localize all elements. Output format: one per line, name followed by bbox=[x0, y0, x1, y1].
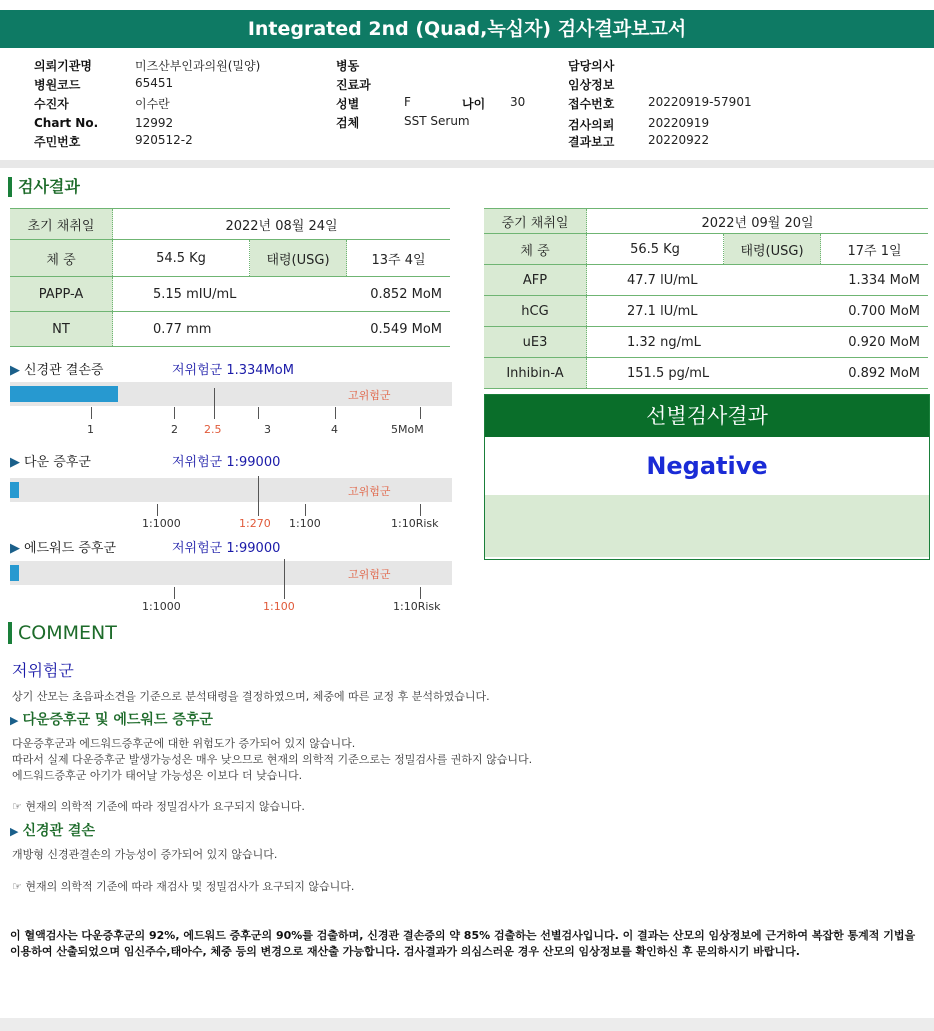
table-cell: 태령(USG) bbox=[724, 234, 821, 265]
info-label: 주민번호 bbox=[34, 135, 81, 149]
risk-bar-ntd bbox=[10, 382, 452, 406]
disclaimer: 이 혈액검사는 다운증후군의 92%, 에드워드 증후군의 90%를 검출하며, 신경관 결손증의 약 85% 검출하는 선별검사입니다. 이 결과는 산모의 임상정보에 근거하여 복잡한 통계적 기법을 이용하여 산출되었으며 임신주수,태아수, 체중 등의 변경으로 재산출 가능합니다. 검사결과가 의심스러운 경우 산모의 임상정보를 확인하신 후 문의하시기 바랍니다. bbox=[10, 929, 916, 958]
info-value: 20220922 bbox=[648, 133, 710, 147]
table-row bbox=[10, 277, 450, 312]
table-row bbox=[10, 209, 450, 240]
comment-subheading bbox=[10, 709, 213, 729]
screening-result-title: 선별검사결과 bbox=[485, 395, 929, 437]
tick-label-cutoff: 1:100 bbox=[263, 600, 295, 613]
table-cell: 0.892 MoM bbox=[821, 358, 929, 389]
tick-label: 2 bbox=[171, 423, 178, 436]
table-cell: 체 중 bbox=[484, 234, 587, 265]
tick-label: 1:10Risk bbox=[391, 517, 439, 530]
tick-label: 5MoM bbox=[391, 423, 424, 436]
risk-name: 신경관 결손증 bbox=[24, 363, 104, 378]
info-value: 65451 bbox=[135, 76, 174, 90]
arrow-icon: ▶ bbox=[10, 825, 19, 838]
screening-result-value: Negative bbox=[485, 437, 929, 495]
table-cell: hCG bbox=[484, 296, 587, 327]
table-cell: 1.32 ng/mL bbox=[587, 327, 821, 358]
comment-line: 다운증후군과 에드워드증후군에 대한 위험도가 증가되어 있지 않습니다. bbox=[12, 737, 356, 750]
tick bbox=[91, 407, 92, 419]
table-cell: 초기 채취일 bbox=[10, 209, 113, 240]
tick bbox=[420, 504, 421, 516]
section-title-results: 검사결과 bbox=[8, 177, 80, 197]
risk-label-down bbox=[10, 451, 91, 470]
high-risk-label: 고위험군 bbox=[348, 568, 391, 581]
info-label: 담당의사 bbox=[568, 59, 615, 73]
risk-bar-fill bbox=[10, 482, 19, 498]
arrow-icon: ▶ bbox=[10, 714, 19, 727]
table-cell: 5.15 mIU/mL bbox=[113, 277, 347, 312]
table-cell: 2022년 09월 20일 bbox=[587, 209, 929, 234]
arrow-icon: ▶ bbox=[10, 363, 20, 378]
comment-line: 에드워드증후군 아기가 태어날 가능성은 이보다 더 낮습니다. bbox=[12, 769, 303, 782]
info-label: 수진자 bbox=[34, 97, 69, 111]
table-cell: 27.1 lU/mL bbox=[587, 296, 821, 327]
info-label: 성별 bbox=[336, 97, 360, 111]
tick bbox=[420, 587, 421, 599]
tick-label: 1:10Risk bbox=[393, 600, 441, 613]
tick-label: 1:1000 bbox=[142, 600, 181, 613]
info-label: 진료과 bbox=[336, 78, 371, 92]
table-cell: 중기 채취일 bbox=[484, 209, 587, 234]
table-row bbox=[10, 240, 450, 277]
tick-label: 4 bbox=[331, 423, 338, 436]
comment-title: COMMENT bbox=[8, 622, 117, 644]
risk-result-ntd: 저위험군 1.334MoM bbox=[172, 363, 294, 378]
table-cell: 54.5 Kg bbox=[113, 240, 250, 277]
tick bbox=[258, 407, 259, 419]
info-label: 병원코드 bbox=[34, 78, 81, 92]
table-cell: 0.700 MoM bbox=[821, 296, 929, 327]
comment-note: ☞ 현재의 의학적 기준에 따라 정밀검사가 요구되지 않습니다. bbox=[12, 800, 305, 813]
comment-note: ☞ 현재의 의학적 기준에 따라 재검사 및 정밀검사가 요구되지 않습니다. bbox=[12, 880, 355, 893]
report-title: Integrated 2nd (Quad,녹십자) 검사결과보고서 bbox=[0, 10, 934, 48]
info-label: Chart No. bbox=[34, 116, 99, 130]
table-row bbox=[484, 234, 928, 265]
risk-bar-down bbox=[10, 478, 452, 502]
table-cell: 0.77 mm bbox=[113, 312, 347, 347]
info-label: 결과보고 bbox=[568, 135, 615, 149]
tick bbox=[174, 587, 175, 599]
info-label: 임상정보 bbox=[568, 78, 615, 92]
comment-line: 상기 산모는 초음파소견을 기준으로 분석태령을 결정하였으며, 체중에 따른 교정 후 분석하였습니다. bbox=[12, 690, 490, 703]
comment-subheading bbox=[10, 820, 95, 840]
screening-result-footer bbox=[485, 495, 929, 557]
table-cell: 0.920 MoM bbox=[821, 327, 929, 358]
comment-heading: 저위험군 bbox=[12, 661, 74, 680]
table-cell: uE3 bbox=[484, 327, 587, 358]
info-value: 20220919-57901 bbox=[648, 95, 752, 109]
info-value: 12992 bbox=[135, 116, 174, 130]
table-row bbox=[484, 265, 928, 296]
mid-results-table bbox=[484, 208, 928, 389]
info-label: 의뢰기관명 bbox=[34, 59, 92, 73]
table-row bbox=[484, 358, 928, 389]
table-cell: 56.5 Kg bbox=[587, 234, 724, 265]
arrow-icon: ▶ bbox=[10, 541, 20, 556]
tick-label: 1:100 bbox=[289, 517, 321, 530]
table-cell: 1.334 MoM bbox=[821, 265, 929, 296]
arrow-icon: ▶ bbox=[10, 455, 20, 470]
info-label: 검체 bbox=[336, 116, 360, 130]
tick bbox=[420, 407, 421, 419]
table-cell: 13주 4일 bbox=[347, 240, 451, 277]
tick bbox=[335, 407, 336, 419]
table-row bbox=[484, 327, 928, 358]
tick bbox=[258, 476, 259, 516]
info-label: 접수번호 bbox=[568, 97, 615, 111]
info-value: 920512-2 bbox=[135, 133, 193, 147]
info-value: F bbox=[404, 95, 411, 109]
info-row bbox=[34, 57, 92, 74]
comment-line: 개방형 신경관결손의 가능성이 증가되어 있지 않습니다. bbox=[12, 848, 278, 861]
info-value: 20220919 bbox=[648, 116, 710, 130]
tick-label-cutoff: 2.5 bbox=[204, 423, 222, 436]
info-label: 검사의뢰 bbox=[568, 118, 615, 132]
risk-result-edwards: 저위험군 1:99000 bbox=[172, 541, 281, 556]
table-row bbox=[484, 296, 928, 327]
tick-label: 1:1000 bbox=[142, 517, 181, 530]
tick bbox=[214, 388, 215, 419]
table-cell: 태령(USG) bbox=[250, 240, 347, 277]
tick bbox=[284, 559, 285, 599]
footer-band bbox=[0, 1018, 934, 1031]
high-risk-label: 고위험군 bbox=[348, 389, 391, 402]
risk-bar-fill bbox=[10, 386, 118, 402]
tick-label-cutoff: 1:270 bbox=[239, 517, 271, 530]
table-cell: Inhibin-A bbox=[484, 358, 587, 389]
table-cell: 0.852 MoM bbox=[347, 277, 451, 312]
table-row bbox=[10, 312, 450, 347]
tick-label: 1 bbox=[87, 423, 94, 436]
screening-result-box bbox=[484, 394, 930, 560]
table-cell: 0.549 MoM bbox=[347, 312, 451, 347]
info-value: 이수란 bbox=[135, 97, 170, 111]
comment-line: 따라서 실제 다운증후군 발생가능성은 매우 낮으므로 현재의 의학적 기준으로는 정밀검사를 권하지 않습니다. bbox=[12, 753, 533, 766]
table-cell: 47.7 lU/mL bbox=[587, 265, 821, 296]
info-value: 미즈산부인과의원(밀양) bbox=[135, 59, 261, 73]
risk-bar-edwards bbox=[10, 561, 452, 585]
info-value: SST Serum bbox=[404, 114, 470, 128]
info-label: 나이 bbox=[462, 97, 486, 111]
info-label: 병동 bbox=[336, 59, 360, 73]
tick bbox=[305, 504, 306, 516]
risk-result-down: 저위험군 1:99000 bbox=[172, 455, 281, 470]
table-row bbox=[484, 209, 928, 234]
divider bbox=[0, 160, 934, 168]
table-cell: 17주 1일 bbox=[821, 234, 929, 265]
table-cell: AFP bbox=[484, 265, 587, 296]
info-value: 30 bbox=[510, 95, 526, 109]
tick-label: 3 bbox=[264, 423, 271, 436]
comment-subheading-text: 다운증후군 및 에드워드 증후군 bbox=[22, 712, 213, 728]
risk-name: 다운 증후군 bbox=[24, 455, 91, 470]
high-risk-label: 고위험군 bbox=[348, 485, 391, 498]
risk-name: 에드워드 증후군 bbox=[24, 541, 117, 556]
tick bbox=[157, 504, 158, 516]
tick bbox=[174, 407, 175, 419]
table-cell: 151.5 pg/mL bbox=[587, 358, 821, 389]
comment-subheading-text: 신경관 결손 bbox=[22, 823, 95, 839]
table-cell: PAPP-A bbox=[10, 277, 113, 312]
risk-bar-fill bbox=[10, 565, 19, 581]
table-cell: 2022년 08월 24일 bbox=[113, 209, 451, 240]
table-cell: 체 중 bbox=[10, 240, 113, 277]
risk-label-ntd bbox=[10, 359, 103, 378]
table-cell: NT bbox=[10, 312, 113, 347]
risk-label-edwards bbox=[10, 537, 116, 556]
early-results-table bbox=[10, 208, 450, 347]
